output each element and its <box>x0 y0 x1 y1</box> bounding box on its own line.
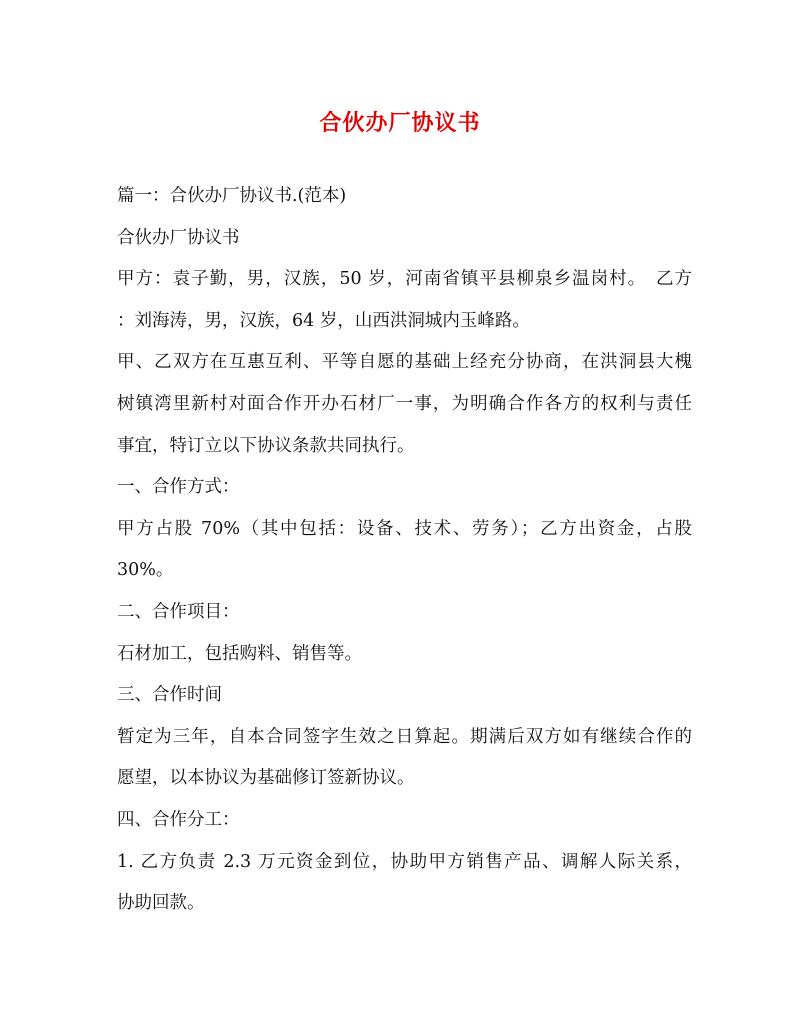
text-line: 一、合作方式： <box>117 477 240 498</box>
document-body <box>117 176 692 925</box>
text-line: 树镇湾里新村对面合作开办石材厂一事，为明确合作各方的权利与责任 <box>117 393 692 414</box>
text-line: 甲方：袁子勤，男，汉族，50 岁，河南省镇平县柳泉乡温岗村。 乙方 <box>117 269 692 290</box>
text-line: 甲方占股 70%（其中包括：设备、技术、劳务）；乙方出资金，占股 <box>117 518 692 539</box>
text-line: 协助回款。 <box>117 893 205 914</box>
text-line: 1. 乙方负责 2.3 万元资金到位，协助甲方销售产品、调解人际关系， <box>117 851 692 872</box>
text-line: 合伙办厂协议书 <box>117 227 240 248</box>
text-line: 暂定为三年，自本合同签字生效之日算起。期满后双方如有继续合作的 <box>117 726 692 747</box>
text-line: 篇一：合伙办厂协议书.(范本) <box>117 186 347 206</box>
text-line: 三、合作时间 <box>117 685 222 706</box>
document-title: 合伙办厂协议书 <box>319 110 481 136</box>
text-line: 四、合作分工： <box>117 809 240 830</box>
text-line: 愿望，以本协议为基础修订签新协议。 <box>117 768 415 789</box>
text-line: 石材加工，包括购料、销售等。 <box>117 643 362 664</box>
text-line: 30%。 <box>117 560 174 581</box>
text-line: 事宜，特订立以下协议条款共同执行。 <box>117 435 415 456</box>
text-line: ：刘海涛，男，汉族，64 岁，山西洪洞城内玉峰路。 <box>117 310 530 331</box>
text-line: 二、合作项目： <box>117 601 240 622</box>
text-line: 甲、乙双方在互惠互利、平等自愿的基础上经充分协商，在洪洞县大槐 <box>117 352 692 373</box>
